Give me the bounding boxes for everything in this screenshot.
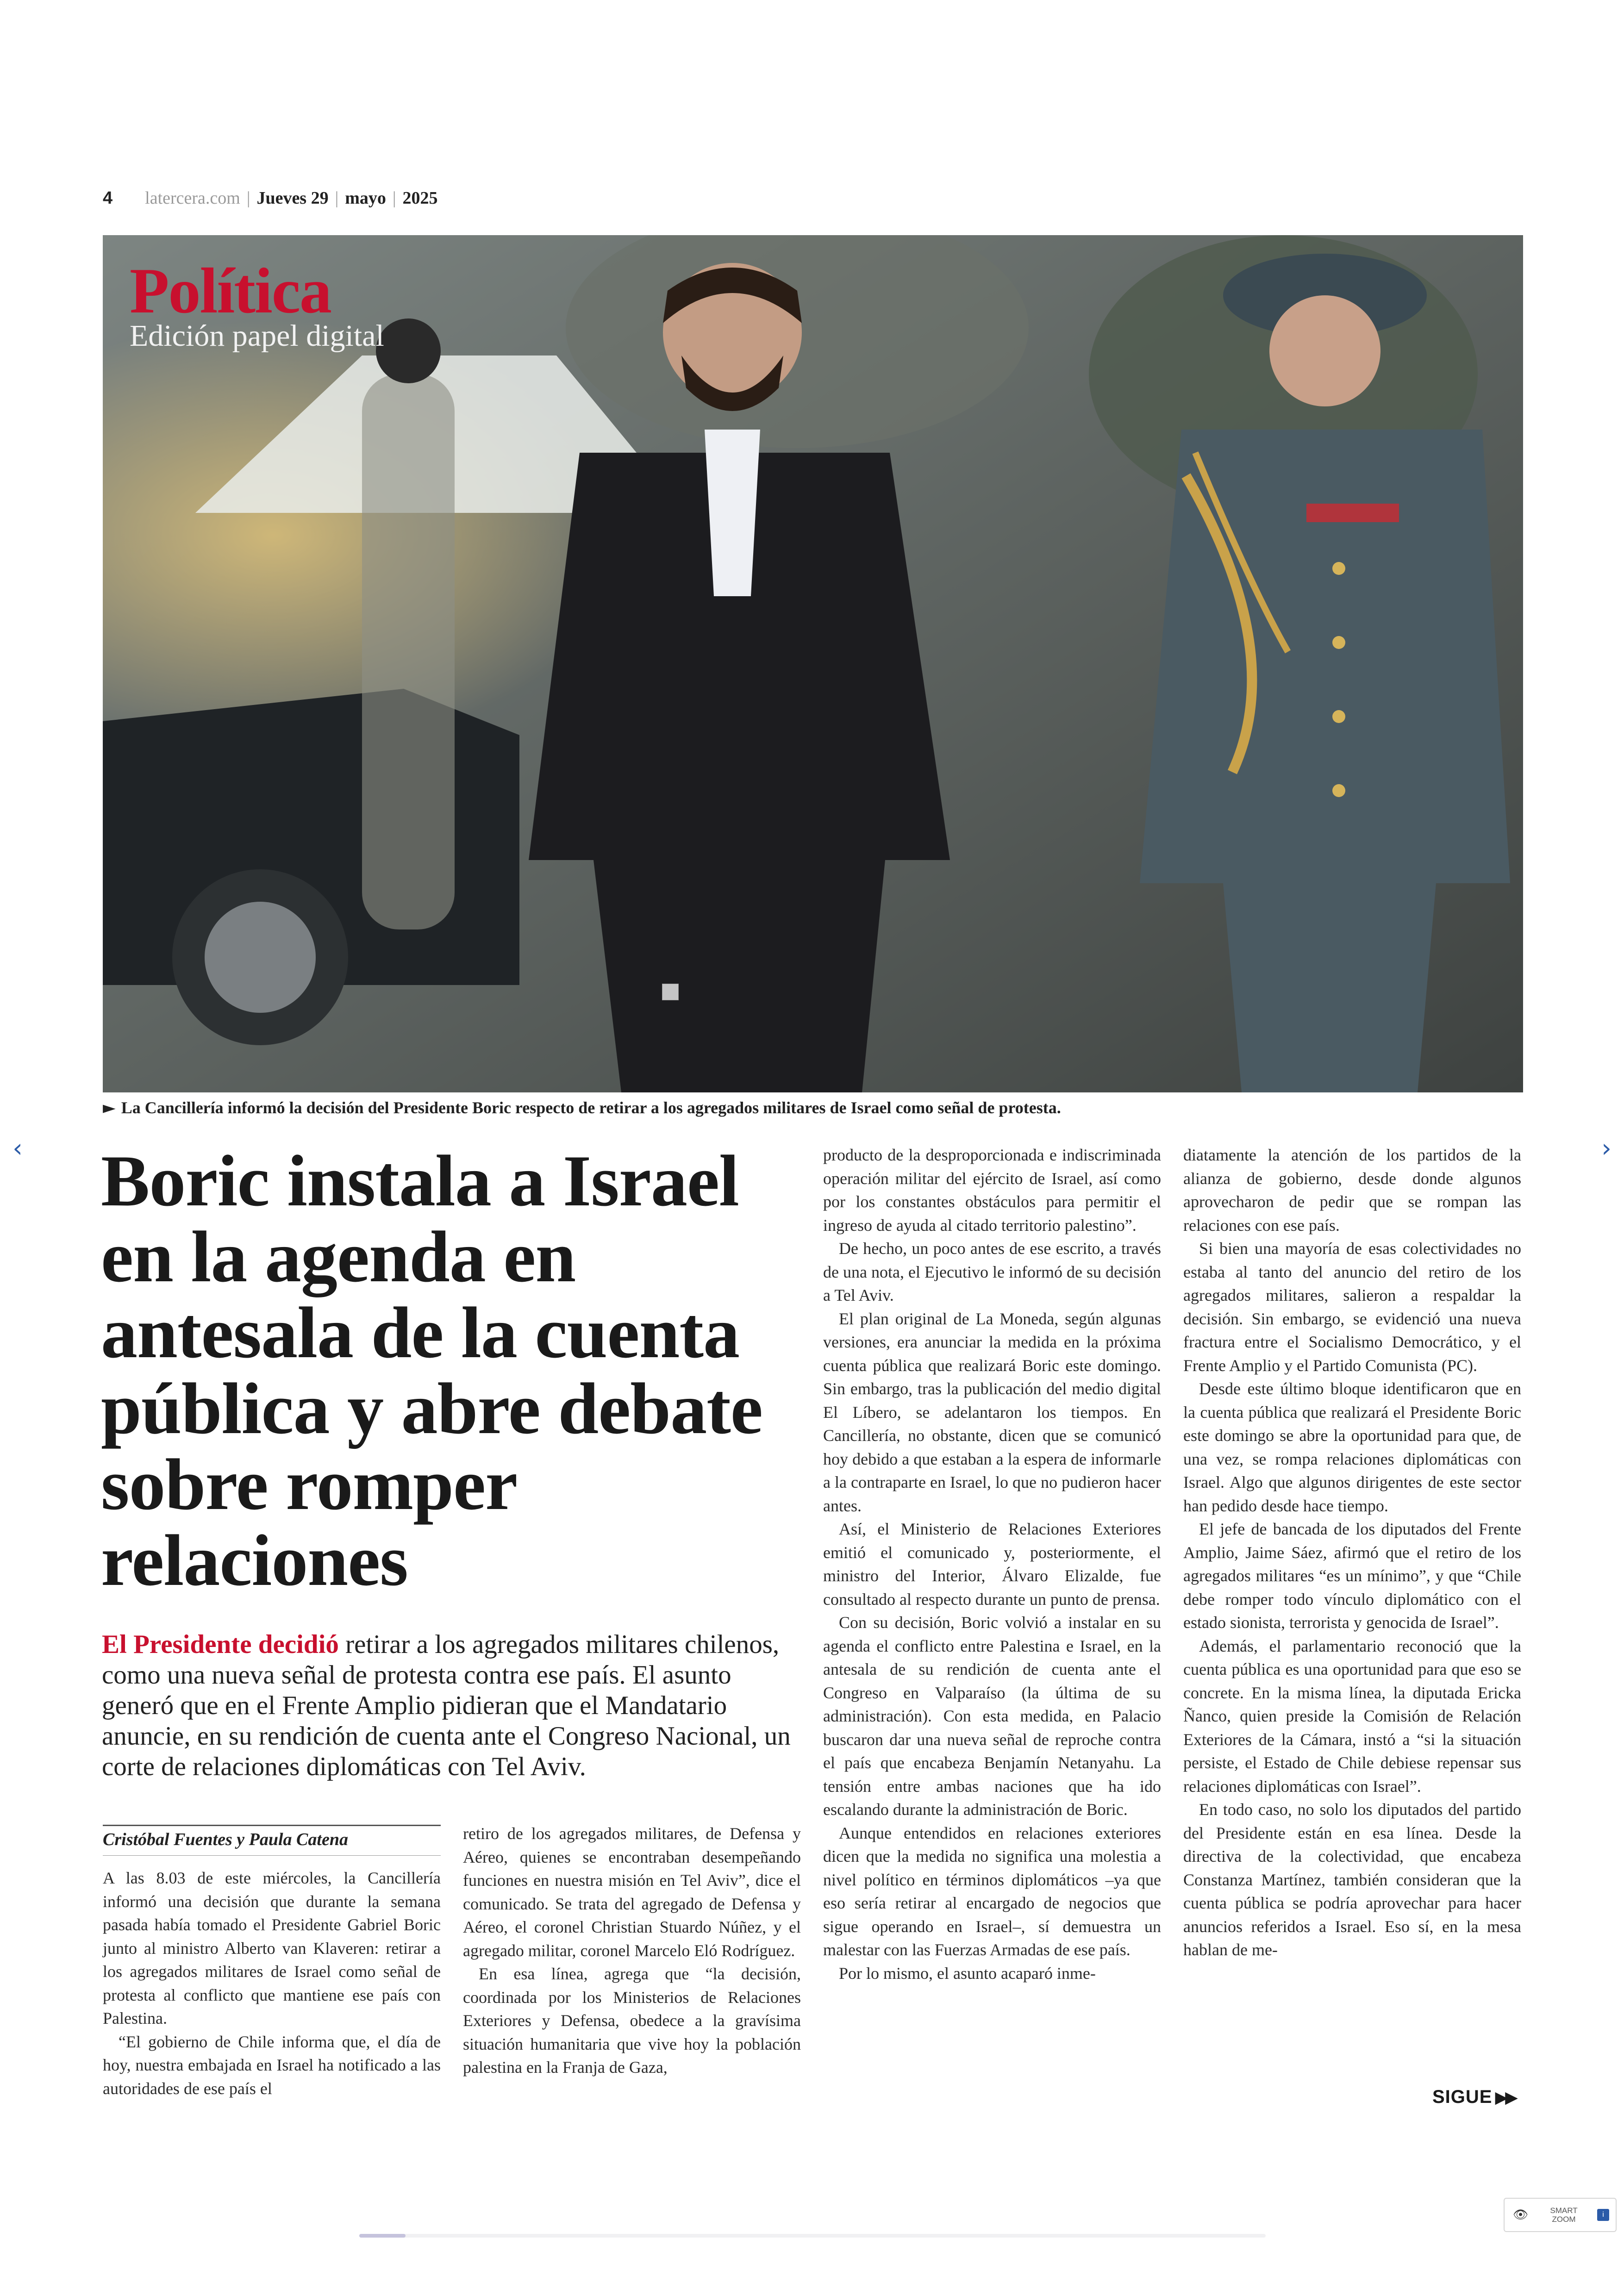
article-column-2 [463, 1822, 801, 2079]
continue-link[interactable] [1432, 2087, 1515, 2108]
byline-rule [103, 1825, 441, 1826]
page-progress-indicator[interactable] [359, 2234, 406, 2238]
paragraph: producto de la desproporcionada e indiscriminada operación militar del ejército de Israel, así como por los constantes obstáculos para permitir el ingreso de ayuda al citado territorio palestino”. [823, 1146, 1161, 1235]
paragraph: diatamente la atención de los partidos de la alianza de gobierno, desde donde algunos aprovecharon de pedir que se rompan las relaciones con ese país. [1183, 1146, 1521, 1235]
lead-highlight: El Presidente decidió [102, 1630, 339, 1659]
article-headline: Boric instala a Israel en la agenda en antesala de la cuenta pública y abre debate sobre romper relaciones [101, 1141, 762, 1601]
lead-text: retirar a los agregados militares chilenos, como una nueva señal de protesta contra ese país. El asunto generó que en el Frente Amplio pidieran que el Mandatario anuncie, en su rendición de cuenta ante el Congreso Nacional, un corte de relaciones diplomáticas con Tel Aviv. [102, 1630, 791, 1781]
byline: Cristóbal Fuentes y Paula Catena [103, 1830, 348, 1849]
date-year: 2025 [402, 188, 438, 208]
header-separator: | [335, 188, 339, 208]
smart-zoom-label-line1: SMART [1550, 2206, 1578, 2215]
caption-arrow-icon: ► [103, 1098, 116, 1117]
photo-caption [103, 1098, 1523, 1117]
paragraph: Aunque entendidos en relaciones exteriores dicen que la medida no significa una molestia a nivel político en términos diplomáticos –ya que eso sería retirar al encargado de negocios que sigue operando en Israel–, sí demuestra un malestar con las Fuerzas Armadas de ese país. [823, 1823, 1161, 1959]
paragraph: En todo caso, no solo los diputados del partido del Presidente están en esa línea. Desde la directiva de la colectividad, que encabeza Constanza Martínez, también consideran que la cuenta pública se podría aprovechar para hacer anuncios referidos a Israel. Eso sí, en la mesa hablan de me- [1183, 1800, 1521, 1959]
continue-label: SIGUE [1432, 2087, 1493, 2107]
paragraph: “El gobierno de Chile informa que, el día de hoy, nuestra embajada en Israel ha notificado a las autoridades de ese país el [103, 2032, 441, 2098]
next-page-button[interactable] [1593, 1134, 1620, 1162]
paragraph: De hecho, un poco antes de ese escrito, a través de una nota, el Ejecutivo le informó de su decisión a Tel Aviv. [823, 1239, 1161, 1304]
article-column-1 [103, 1866, 441, 2100]
article-column-3 [823, 1143, 1161, 1985]
date-day: Jueves 29 [256, 188, 329, 208]
paragraph: Si bien una mayoría de esas colectividades no estaba al tanto del anuncio del retiro de los agregados militares, salieron a respaldar la decisión. Sin embargo, se evidenció una nueva fractura entre el Socialismo Democrático, y el Frente Amplio y el Partido Comunista (PC). [1183, 1239, 1521, 1375]
header-separator: | [246, 188, 250, 208]
chevron-left-icon: ‹ [12, 1133, 23, 1163]
smart-zoom-label [1541, 2206, 1587, 2224]
date-month: mayo [345, 188, 386, 208]
section-title: Política [130, 255, 331, 327]
byline-rule [103, 1855, 441, 1856]
chevron-right-icon: › [1601, 1133, 1612, 1163]
eye-icon: 👁 [1513, 2208, 1529, 2222]
paragraph: Además, el parlamentario reconoció que la cuenta pública es una oportunidad para que eso se concrete. En la misma línea, la diputada Ericka Ñanco, quien preside la Comisión de Relación Exteriores de la Cámara, instó a “si la situación persiste, el Estado de Chile debiese repensar sus relaciones diplomáticas con Israel”. [1183, 1636, 1521, 1796]
photo-zoom-marker[interactable] [662, 984, 679, 1000]
page-progress-track[interactable] [359, 2234, 1266, 2238]
info-badge[interactable]: i [1597, 2209, 1609, 2221]
smart-zoom-button[interactable] [1504, 2198, 1617, 2232]
smart-zoom-label-line2: ZOOM [1552, 2215, 1576, 2224]
paragraph: El jefe de bancada de los diputados del Frente Amplio, Jaime Sáez, afirmó que el retiro de los agregados militares “es un mínimo”, y que “Chile debe romper todo vínculo diplomático con el estado sionista, terrorista y genocida de Israel”. [1183, 1520, 1521, 1632]
paragraph: Desde este último bloque identificaron que en la cuenta pública que realizará el Presidente Boric este domingo se abre la oportunidad para que, de una vez, se rompa relaciones diplomáticas con Israel. Algo que algunos dirigentes de este sector han pedido desde hace tiempo. [1183, 1379, 1521, 1515]
paragraph: Así, el Ministerio de Relaciones Exteriores emitió el comunicado y, posteriormente, el ministro del Interior, Álvaro Elizalde, fue consultado al respecto durante un punto de prensa. [823, 1520, 1161, 1609]
article-lead [102, 1629, 806, 1782]
paragraph: En esa línea, agrega que “la decisión, coordinada por los Ministerios de Relaciones Exteriores y Defensa, obedece a la gravísima situación humanitaria que vive hoy la población palestina en la Franja de Gaza, [463, 1964, 801, 2077]
header-separator: | [392, 188, 396, 208]
caption-text: La Cancillería informó la decisión del Presidente Boric respecto de retirar a los agregados militares de Israel como señal de protesta. [121, 1098, 1061, 1117]
lead-photo [103, 235, 1523, 1092]
page-number: 4 [103, 188, 113, 208]
photo-illustration [103, 235, 1523, 1092]
double-arrow-icon: ▶▶ [1495, 2088, 1515, 2107]
edition-label: Edición papel digital [130, 319, 384, 353]
site-name: latercera.com [145, 188, 240, 208]
paragraph: Por lo mismo, el asunto acaparó inme- [839, 1964, 1096, 1983]
paragraph: Con su decisión, Boric volvió a instalar en su agenda el conflicto entre Palestina e Israel, en la antesala de su rendición de cuenta ante el Congreso en Valparaíso (la última de su administración). Con esta medida, en Palacio buscaron dar una nueva señal de reproche contra el país que encabeza Benjamín Netanyahu. La tensión entre ambas naciones que ha ido escalando durante la administración de Boric. [823, 1613, 1161, 1819]
paragraph: A las 8.03 de este miércoles, la Cancillería informó una decisión que durante la semana pasada había tomado el Presidente Gabriel Boric junto al ministro Alberto van Klaveren: retirar a los agregados militares de Israel como señal de protesta al conflicto que mantiene ese país con Palestina. [103, 1869, 441, 2027]
previous-page-button[interactable] [4, 1134, 31, 1162]
paragraph: El plan original de La Moneda, según algunas versiones, era anunciar la medida en la próxima cuenta pública que realizará Boric este domingo. Sin embargo, tras la publicación del medio digital El Líbero, se adelantaron los tiempos. En Cancillería, no obstante, dicen que se comunicó hoy debido a que estaban a la espera de informarle a la contraparte en Israel, lo que no pudieron hacer antes. [823, 1309, 1161, 1515]
paragraph: retiro de los agregados militares, de Defensa y Aéreo, quienes se encontraban desempeñando funciones en nuestra misión en Tel Aviv”, dice el comunicado. Se trata del agregado de Defensa y Aéreo, el coronel Christian Stuardo Núñez, y el agregado militar, coronel Marcelo Eló Rodríguez. [463, 1824, 801, 1960]
page-header [103, 184, 437, 212]
article-column-4 [1183, 1143, 1521, 1962]
